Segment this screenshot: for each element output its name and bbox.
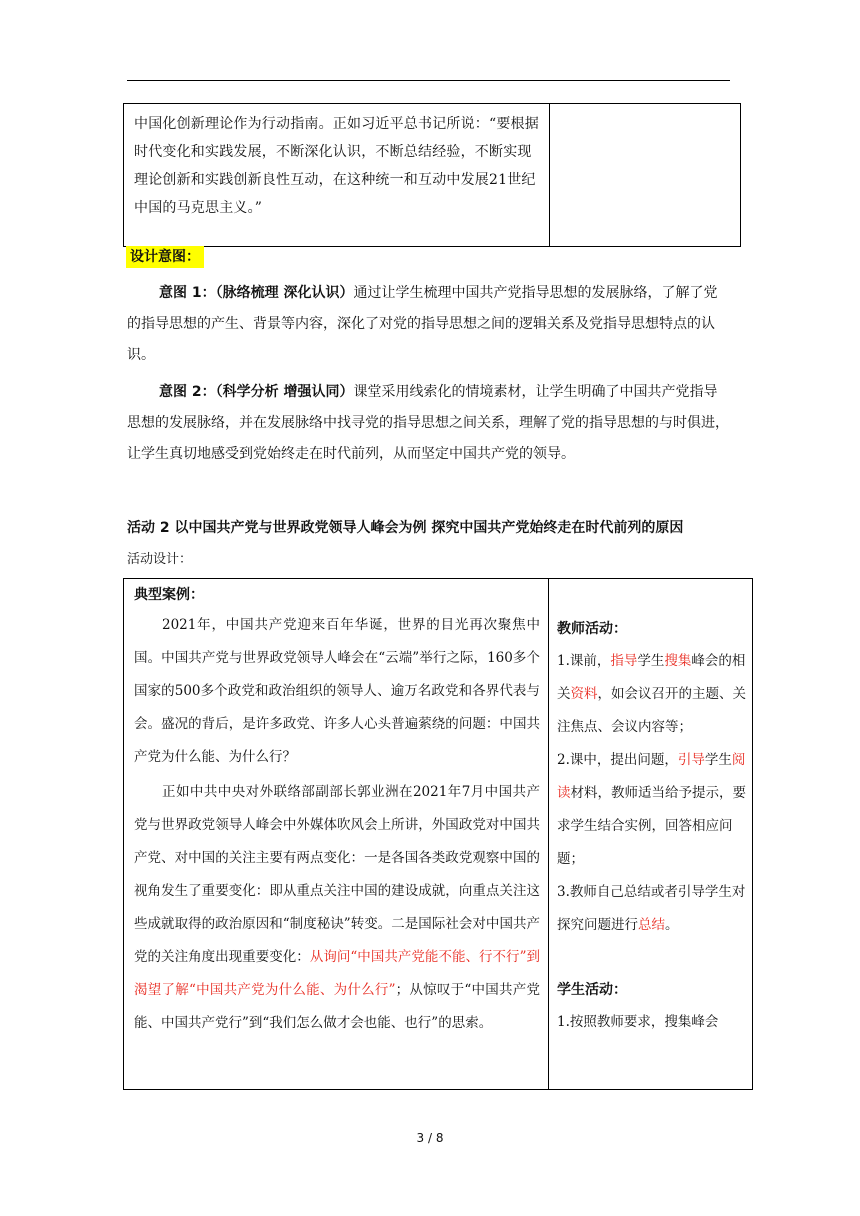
case-label: 典型案例： [134,587,204,603]
activity-2-title: 活动 2 以中国共产党与世界政党领导人峰会为例 探究中国共产党始终走在时代前列的原因 [127,520,684,536]
continuation-table [123,103,741,247]
intent-2-text: 课堂采用线索化的情境素材，让学生明确了中国共产党指导思想的发展脉络，并在发展脉络中找寻党的指导思想之间关系，理解了党的指导思想的与时俱进，让学生真切地感受到党始终走在时代前列，从而坚定中国共产党的领导。 [127,384,729,462]
activity-design-label: 活动设计： [127,552,193,567]
teacher-item-3: 3.教师自己总结或者引导学生对探究问题进行总结。 [557,884,746,933]
spacer [557,942,748,974]
teacher-item-2: 2.课中，提出问题，引导学生阅读材料，教师适当给予提示，要求学生结合实例，回答相应问题； [557,752,746,867]
continuation-right-cell [550,104,741,247]
teacher-activity-label: 教师活动： [557,621,627,637]
design-intent-title: 设计意图： [126,246,204,268]
case-cell [124,579,549,1090]
intent-1-label: 意图 1：（脉络梳理 深化认识） [159,285,354,301]
page-number: 3 / 8 [416,1131,444,1145]
intent-2 [127,377,730,470]
intent-1-text: 通过让学生梳理中国共产党指导思想的发展脉络，了解了党的指导思想的产生、背景等内容，深化了对党的指导思想之间的逻辑关系及党指导思想特点的认识。 [127,285,718,363]
case-paragraph-2 [134,776,540,1040]
case-paragraph-1: 2021年，中国共产党迎来百年华诞，世界的目光再次聚焦中国。中国共产党与世界政党领导人峰会在“云端”举行之际，160多个国家的500多个政党和政治组织的领导人、逾万名政党和各界代表与会。盛况的背后，是许多政党、许多人心头普遍萦绕的问题：中国共产党为什么能、为什么行？ [134,617,540,765]
case-paragraph-2-emphasis: 从询问“中国共产党能不能、行不行”到渴望了解“中国共产党为什么能、为什么行” [134,949,541,998]
intent-1 [127,278,730,371]
intent-2-label: 意图 2：（科学分析 增强认同） [159,384,354,400]
spacer [557,581,748,613]
teacher-item-1: 1.课前，指导学生搜集峰会的相关资料，如会议召开的主题、关注焦点、会议内容等； [557,653,746,735]
case-paragraph-2-end: ；从惊叹于“中国共产党能、中国共产党行”到“我们怎么做才会也能、也行”的思索。 [134,982,540,1031]
continuation-text: 中国化创新理论作为行动指南。正如习近平总书记所说：“要根据时代变化和实践发展，不断深化认识，不断总结经验，不断实现理论创新和实践创新良性互动，在这种统一和互动中发展21世纪中国的马克思主义。” [134,116,539,216]
activities-cell [549,579,753,1090]
header-rule [127,80,730,81]
continuation-left-cell [124,104,550,247]
student-item-1: 1.按照教师要求，搜集峰会 [557,1014,719,1030]
activity-table [123,578,753,1090]
case-paragraph-2-start: 正如中共中央对外联络部副部长郭业洲在2021年7月中国共产党与世界政党领导人峰会中外媒体吹风会上所讲，外国政党对中国共产党、对中国的关注主要有两点变化：一是各国各类政党观察中国的视角发生了重要变化：即从重点关注中国的建设成就，向重点关注这些成就取得的政治原因和“制度秘诀”转变。二是国际社会对中国共产党的关注角度出现重要变化： [134,784,540,965]
student-activity-label: 学生活动： [557,982,627,998]
